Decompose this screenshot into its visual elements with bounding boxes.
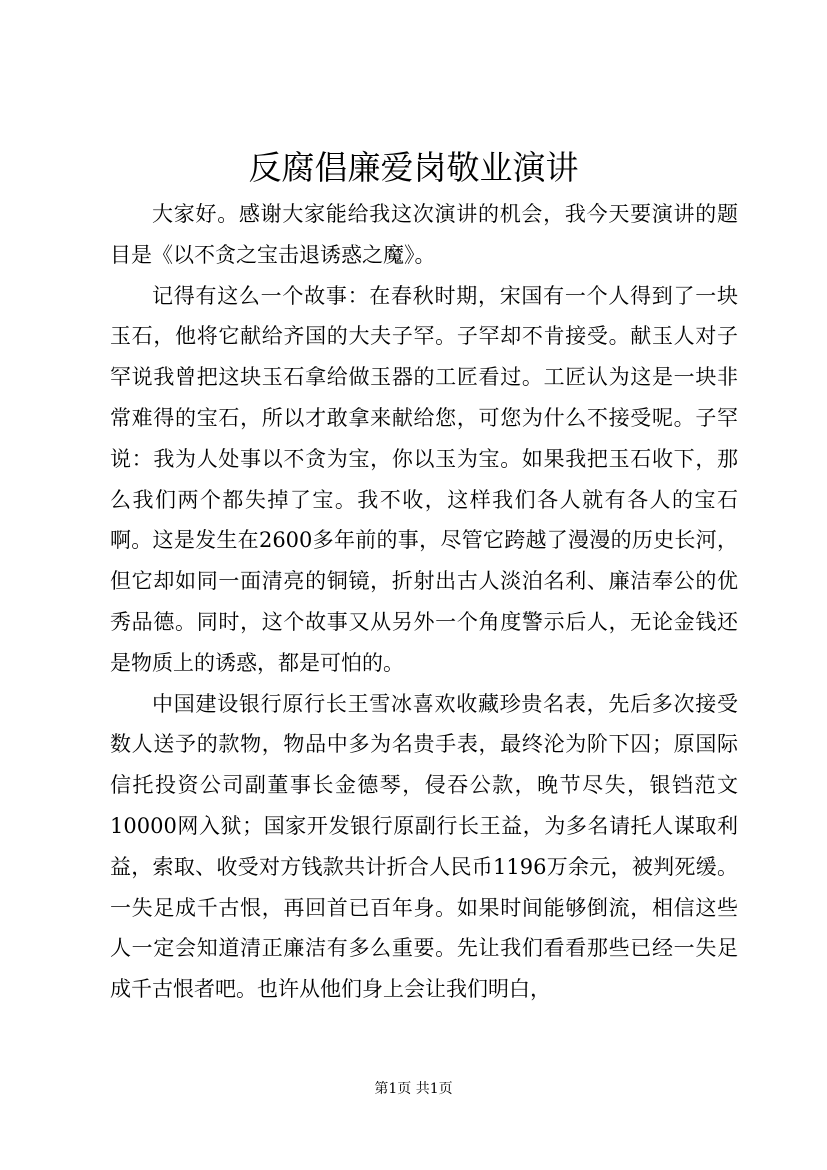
paragraph-story: 记得有这么一个故事：在春秋时期，宋国有一个人得到了一块玉石，他将它献给齐国的大夫子罕。子罕却不肯接受。献玉人对子罕说我曾把这块玉石拿给做玉器的工匠看过。工匠认为这是一块非常难得的宝石，所以才敢拿来献给您，可您为什么不接受呢。子罕说：我为人处事以不贪为宝，你以玉为宝。如果我把玉石收下，那么我们两个都失掉了宝。我不收，这样我们各人就有各人的宝石啊。这是发生在2600多年前的事，尽管它跨越了漫漫的历史长河，但它却如同一面清亮的铜镜，折射出古人淡泊名利、廉洁奉公的优秀品德。同时，这个故事又从另外一个角度警示后人，无论金钱还是物质上的诱惑，都是可怕的。 <box>110 283 738 675</box>
document-title: 反腐倡廉爱岗敬业演讲 <box>248 148 579 187</box>
page-footer: 第1页 共1页 <box>374 1081 453 1097</box>
paragraph-examples: 中国建设银行原行长王雪冰喜欢收藏珍贵名表，先后多次接受数人送予的款物，物品中多为名贵手表，最终沦为阶下囚；原国际信托投资公司副董事长金德琴，侵吞公款，晚节尽失，银铛范文10000网入狱；国家开发银行原副行长王益，为多名请托人谋取利益，索取、收受对方钱款共计折合人民币1196万余元，被判死缓。一失足成千古恨，再回首已百年身。如果时间能够倒流，相信这些人一定会知道清正廉洁有多么重要。先让我们看看那些已经一失足成千古恨者吧。也许从他们身上会让我们明白， <box>110 691 738 1002</box>
document-body <box>110 194 738 1010</box>
paragraph-greeting: 大家好。感谢大家能给我这次演讲的机会，我今天要演讲的题目是《以不贪之宝击退诱惑之魔》。 <box>110 202 738 267</box>
